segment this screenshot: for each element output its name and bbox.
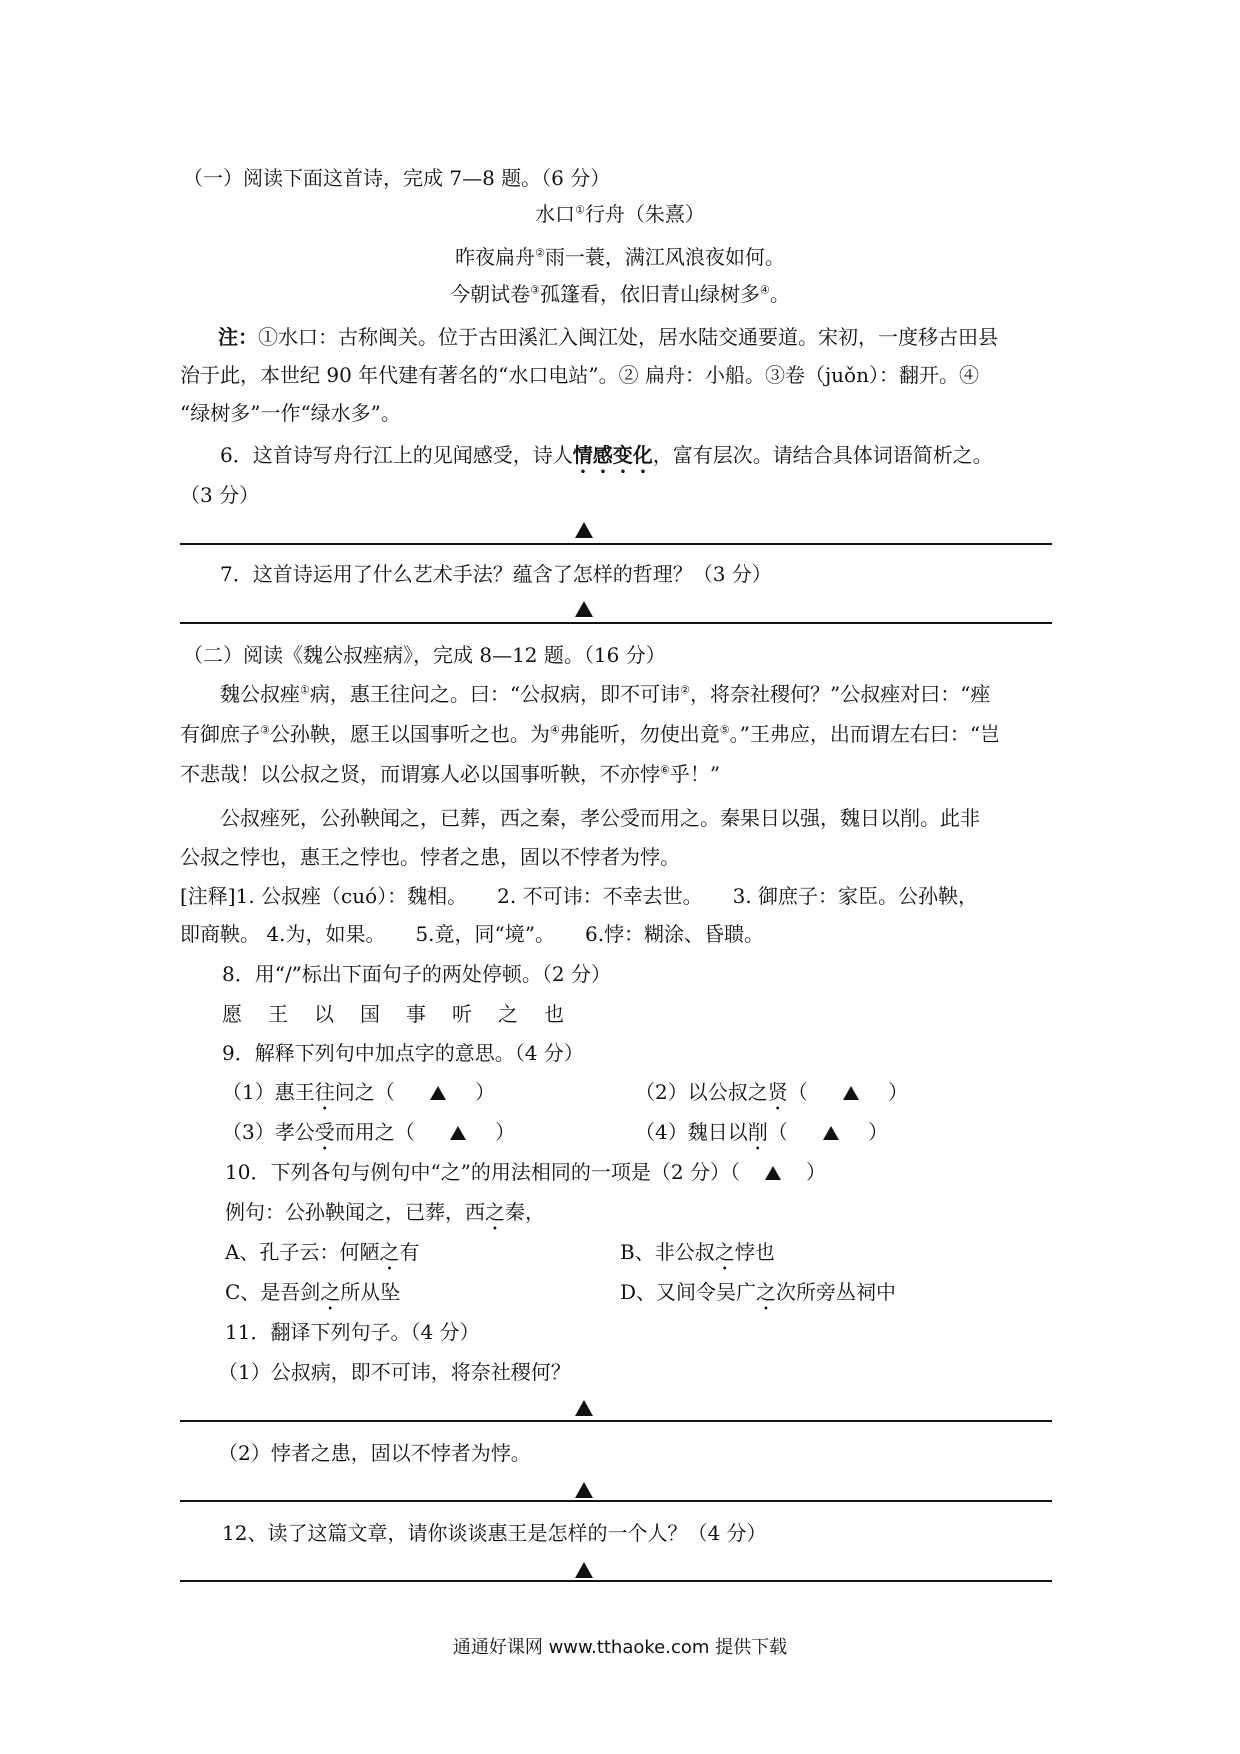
answer-line[interactable] xyxy=(180,622,1052,624)
question-11-sentence-2: （2）悖者之患，固以不悖者为悖。 xyxy=(218,1441,531,1465)
answer-triangle-icon xyxy=(430,1086,446,1100)
footnote-mark: ② xyxy=(680,683,690,697)
poem-line-2: 今朝试卷③孤篷看，依旧青山绿树多④。 xyxy=(450,282,790,306)
question-9-item-2[interactable]: （2）以公叔之贤（ ） xyxy=(635,1080,909,1104)
answer-triangle-icon xyxy=(765,1166,781,1180)
question-10-option-a[interactable]: A、孔子云：何陋之有 xyxy=(225,1240,420,1264)
question-9: 9．解释下列句中加点字的意思。（4 分） xyxy=(222,1041,584,1065)
prose-paragraph-2-line-2: 公叔之悖也，惠王之悖也。悖者之患，固以不悖者为悖。 xyxy=(180,845,680,869)
answer-marker-triangle-icon xyxy=(575,601,593,617)
question-12: 12、读了这篇文章，请你谈谈惠王是怎样的一个人？（4 分） xyxy=(222,1521,767,1545)
question-9-item-3[interactable]: （3）孝公受而用之（ ） xyxy=(222,1120,516,1144)
prose-paragraph-1-line-2: 有御庶子③公孙鞅，愿王以国事听之也。为④弗能听，勿使出竟⑤。”王弗应，出而谓左右曰：“岂 xyxy=(180,722,1001,746)
footnote-mark: ④ xyxy=(760,283,770,297)
question-9-item-4[interactable]: （4）魏日以削（ ） xyxy=(635,1120,889,1144)
footnote-mark: ⑥ xyxy=(660,763,670,777)
question-6: 6．这首诗写舟行江上的见闻感受，诗人情感变化，富有层次。请结合具体词语简析之。 xyxy=(220,443,993,467)
prose-section-intro: （二）阅读《魏公叔痤病》，完成 8—12 题。（16 分） xyxy=(183,643,666,667)
footnote-mark: ② xyxy=(535,246,545,260)
footnote-mark: ③ xyxy=(530,283,540,297)
poem-notes-line-3: “绿树多”一作“绿水多”。 xyxy=(180,401,401,425)
poem-section-intro: （一）阅读下面这首诗，完成 7—8 题。（6 分） xyxy=(183,166,611,190)
answer-line[interactable] xyxy=(180,543,1052,545)
answer-marker-triangle-icon xyxy=(575,1400,593,1416)
question-9-item-1[interactable]: （1）惠王往问之（ ） xyxy=(222,1080,496,1104)
footnote-mark: ④ xyxy=(549,723,560,737)
footer-credit: 通通好课网 www.tthaoke.com 提供下载 xyxy=(452,1637,788,1658)
question-10-option-b[interactable]: B、非公叔之悖也 xyxy=(620,1240,775,1264)
footnote-mark: ③ xyxy=(260,723,270,737)
answer-marker-triangle-icon xyxy=(575,1482,593,1498)
answer-line[interactable] xyxy=(180,1500,1052,1502)
prose-paragraph-2-line-1: 公叔痤死，公孙鞅闻之，已葬，西之秦，孝公受而用之。秦果日以强，魏日以削。此非 xyxy=(220,806,980,830)
answer-marker-triangle-icon xyxy=(575,522,593,538)
question-7: 7．这首诗运用了什么艺术手法？蕴含了怎样的哲理？（3 分） xyxy=(220,562,772,586)
question-11-sentence-1: （1）公叔病，即不可讳，将奈社稷何？ xyxy=(218,1360,571,1384)
answer-line[interactable] xyxy=(180,1580,1052,1582)
prose-paragraph-1-line-3: 不悲哉！以公叔之贤，而谓寡人必以国事听鞅，不亦悖⑥乎！” xyxy=(180,762,721,786)
question-8: 8．用“/”标出下面句子的两处停顿。（2 分） xyxy=(222,962,611,986)
note-label: 注： xyxy=(218,325,258,349)
poem-notes-line-1: 注：①水口：古称闽关。位于古田溪汇入闽江处，居水陆交通要道。宋初，一度移古田县 xyxy=(218,325,998,349)
answer-triangle-icon xyxy=(843,1086,859,1100)
answer-marker-triangle-icon xyxy=(575,1562,593,1578)
question-6-score: （3 分） xyxy=(180,483,260,507)
question-10-example: 例句：公孙鞅闻之，已葬，西之秦， xyxy=(225,1200,545,1224)
prose-notes-line-1: [注释]1. 公叔痤（cuó）：魏相。 2. 不可讳：不幸去世。 3. 御庶子：家臣。公孙鞅， xyxy=(180,884,979,908)
footnote-mark: ⑤ xyxy=(719,723,730,737)
question-10-option-d[interactable]: D、又间令吴广之次所旁丛祠中 xyxy=(620,1280,897,1304)
question-11: 11．翻译下列句子。（4 分） xyxy=(225,1320,480,1344)
question-10-option-c[interactable]: C、是吾剑之所从坠 xyxy=(225,1280,401,1304)
poem-line-1: 昨夜扁舟②雨一蓑，满江风浪夜如何。 xyxy=(455,245,785,269)
answer-triangle-icon xyxy=(450,1126,466,1140)
poem-title: 水口①行舟（朱熹） xyxy=(535,202,705,226)
footnote-mark: ① xyxy=(575,203,585,217)
answer-line[interactable] xyxy=(180,1420,1052,1422)
answer-triangle-icon xyxy=(823,1126,839,1140)
footnote-mark: ① xyxy=(300,683,310,697)
question-10[interactable]: 10．下列各句与例句中“之”的用法相同的一项是（2 分）（ ） xyxy=(225,1160,826,1184)
emphasized-phrase: 情感变化 xyxy=(572,443,653,467)
prose-paragraph-1-line-1: 魏公叔痤①病，惠王往问之。曰：“公叔病，即不可讳②，将奈社稷何？”公叔痤对曰：“痤 xyxy=(220,682,991,706)
poem-notes-line-2: 治于此，本世纪 90 年代建有著名的“水口电站”。② 扁舟：小船。③卷（juǒn）：翻开。④ xyxy=(180,363,979,387)
question-8-sentence[interactable]: 愿王以国事听之也 xyxy=(222,1002,590,1026)
prose-notes-line-2: 即商鞅。 4.为，如果。 5.竟，同“境”。 6.悖：糊涂、昏聩。 xyxy=(180,922,765,946)
